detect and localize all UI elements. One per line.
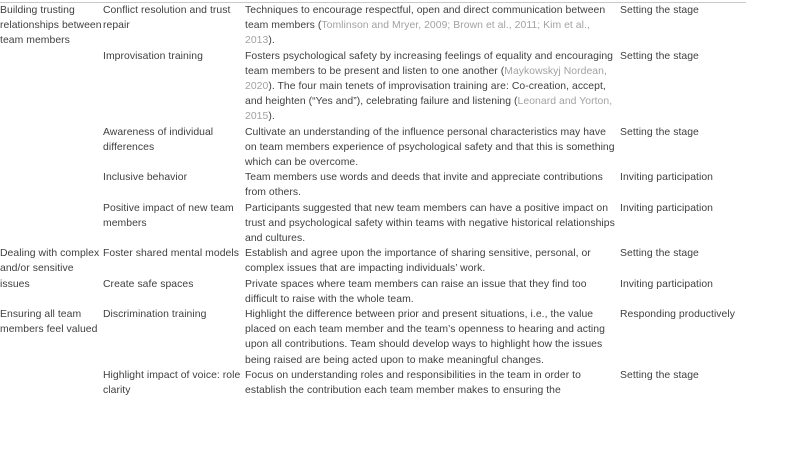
strategy-cell: Foster shared mental models [103, 248, 239, 260]
stage-cell: Inviting participation [620, 172, 713, 184]
description-cell: Establish and agree upon the importance of sharing sensitive, personal, or complex issues that are impacting individuals’ work. [245, 248, 591, 275]
stage-cell: Setting the stage [620, 126, 699, 138]
stage-cell: Setting the stage [620, 248, 699, 260]
table-row [0, 368, 800, 398]
description-cell: Fosters psychological safety by increasing feelings of equality and encouraging team members to be present and listen to one another (Maykowskyj Nordean, 2020). The four main tenets of improvisation training are: Co-creation, accept, and heighten (“Yes and”), celebrating failure and listening (Leonard and Yorton, 2015). [245, 50, 613, 123]
description-cell: Participants suggested that new team members can have a positive impact on trust and psychological safety within teams with negative historical relationships and cultures. [245, 202, 615, 245]
stage-cell: Setting the stage [620, 5, 699, 16]
stage-cell: Inviting participation [620, 278, 713, 290]
table-body [0, 3, 800, 398]
table-row [0, 49, 800, 125]
description-cell: Team members use words and deeds that invite and appreciate contributions from others. [245, 172, 603, 199]
description-cell: Cultivate an understanding of the influence personal characteristics may have on team members experience of psychological safety and that this is something which can be overcome. [245, 126, 615, 169]
description-cell: Focus on understanding roles and responsibilities in the team in order to establish the contribution each team member makes to ensuring the [245, 369, 581, 397]
description-cell: Techniques to encourage respectful, open and direct communication between team members (Tomlinson and Mryer, 2009; Brown et al., 2011; Kim et al., 2013). [245, 5, 606, 47]
stage-cell: Setting the stage [620, 50, 699, 62]
stage-cell: Setting the stage [620, 369, 699, 381]
theme-cell: Dealing with complex and/or sensitive issues [0, 248, 100, 290]
table-row [0, 307, 800, 368]
strategy-cell: Inclusive behavior [103, 172, 188, 184]
table-row [0, 201, 800, 247]
table-row [0, 3, 800, 49]
table-row [0, 277, 800, 307]
table-row [0, 246, 800, 276]
strategy-cell: Positive impact of new team members [103, 202, 234, 229]
table-row [0, 170, 800, 200]
stage-cell: Inviting participation [620, 202, 713, 214]
citation-link[interactable]: Leonard and Yorton, 2015 [245, 96, 613, 123]
citation-link[interactable]: Maykowskyj Nordean, 2020 [245, 65, 607, 93]
strategy-cell: Highlight impact of voice: role clarity [103, 369, 241, 397]
citation-link[interactable]: Tomlinson and Mryer, 2009; Brown et al., 2011; Kim et al., 2013 [245, 20, 590, 47]
stage-cell: Responding productively [620, 309, 735, 321]
description-cell: Highlight the difference between prior and present situations, i.e., the value placed on each team member and the team’s openness to hearing and acting upon all contributions. Team should develop ways to highlight how the issues being raised are being acted upon to make meaningful changes. [245, 309, 605, 366]
strategy-cell: Create safe spaces [103, 278, 194, 290]
strategy-cell: Awareness of individual differences [103, 126, 214, 153]
description-cell: Private spaces where team members can raise an issue that they find too difficult to raise with the whole team. [245, 278, 587, 305]
strategies-table [0, 3, 800, 398]
table-row [0, 125, 800, 171]
theme-cell: Ensuring all team members feel valued [0, 309, 98, 336]
strategy-cell: Improvisation training [103, 50, 203, 62]
strategy-cell: Discrimination training [103, 309, 207, 321]
strategy-cell: Conflict resolution and trust repair [103, 5, 231, 32]
theme-cell: Building trusting relationships between team members [0, 5, 102, 47]
